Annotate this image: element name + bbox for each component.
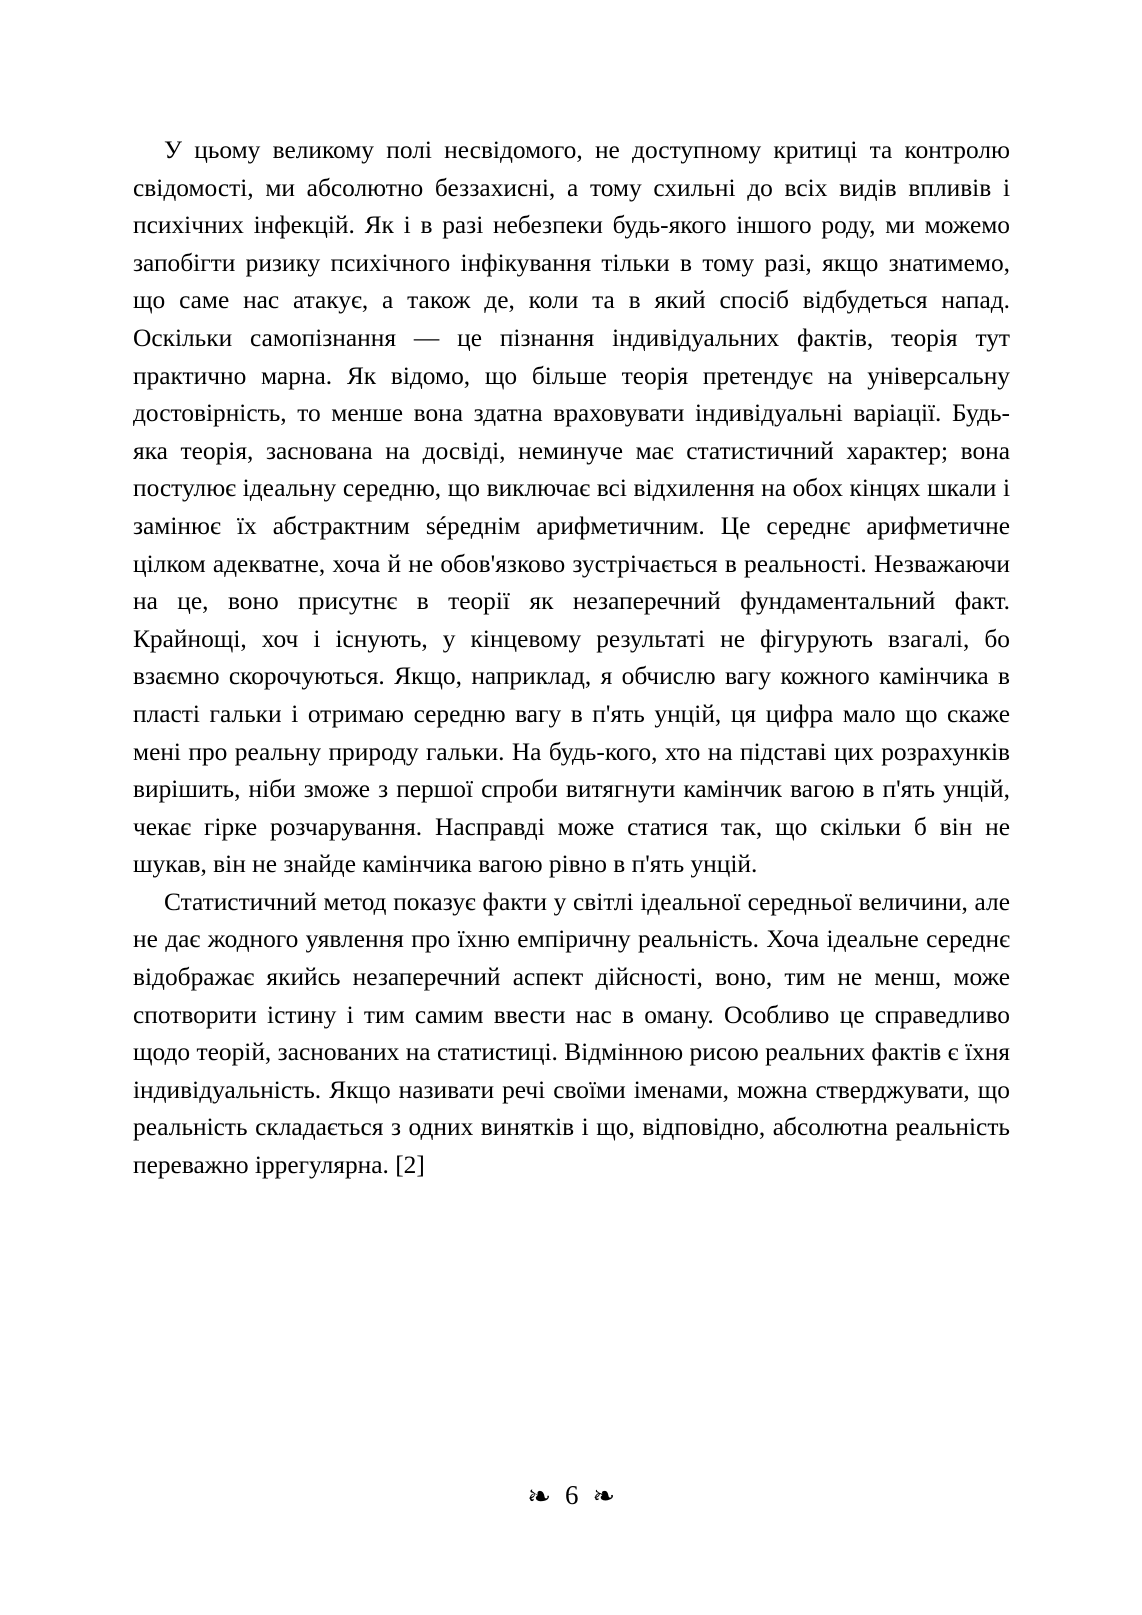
page-number: 6	[565, 1480, 579, 1510]
page-text-block	[133, 132, 1010, 1185]
leaf-ornament-right-icon: ❧	[592, 1481, 616, 1511]
body-paragraph-2: Статистичний метод показує факти у світлі ідеальної середньої величини, але не дає жодного уявлення про їхню емпіричну реальність. Хоча ідеальне середнє відображає якийсь незаперечний аспект дійсності, воно, тим не менш, може спотворити істину і тим самим ввести нас в оману. Особливо це справедливо щодо теорій, заснованих на статистиці. Відмінною рисою реальних фактів є їхня індивідуальність. Якщо називати речі своїми іменами, можна стверджувати, що реальність складається з одних винятків і що, відповідно, абсолютна реальність переважно іррегулярна. [2]	[133, 887, 1010, 1180]
body-paragraph-1: У цьому великому полі несвідомого, не доступному критиці та контролю свідомості, ми абсолютно беззахисні, а тому схильні до всіх видів впливів і психічних інфекцій. Як і в разі небезпеки будь-якого іншого роду, ми можемо запобігти ризику психічного інфікування тільки в тому разі, якщо знатимемо, що саме нас атакує, а також де, коли та в який спосіб відбудеться напад. Оскільки самопізнання — це пізнання індивідуальних фактів, теорія тут практично марна. Як відомо, що більше теорія претендує на універсальну достовірність, то менше вона здатна враховувати індивідуальні варіації. Будь-яка теорія, заснована на досвіді, неминуче має статистичний характер; вона постулює ідеальну середню, що виключає всі відхилення на обох кінцях шкали і замінює їх абстрактним séреднім арифметичним. Це середнє арифметичне цілком адекватне, хоча й не обов'язково зустрічається в реальності. Незважаючи на це, воно присутнє в теорії як незаперечний фундаментальний факт. Крайнощі, хоч і існують, у кінцевому результаті не фігурують взагалі, бо взаємно скорочуються. Якщо, наприклад, я обчислю вагу кожного камінчика в пласті гальки і отримаю середню вагу в п'ять унцій, ця цифра мало що скаже мені про реальну природу гальки. На будь-кого, хто на підставі цих розрахунків вирішить, ніби зможе з першої спроби витягнути камінчик вагою в п'ять унцій, чекає гірке розчарування. Насправді може статися так, що скільки б він не шукав, він не знайде камінчика вагою рівно в п'ять унцій.	[133, 136, 1010, 879]
page-footer	[0, 1482, 1142, 1509]
leaf-ornament-left-icon: ☙	[526, 1481, 552, 1511]
